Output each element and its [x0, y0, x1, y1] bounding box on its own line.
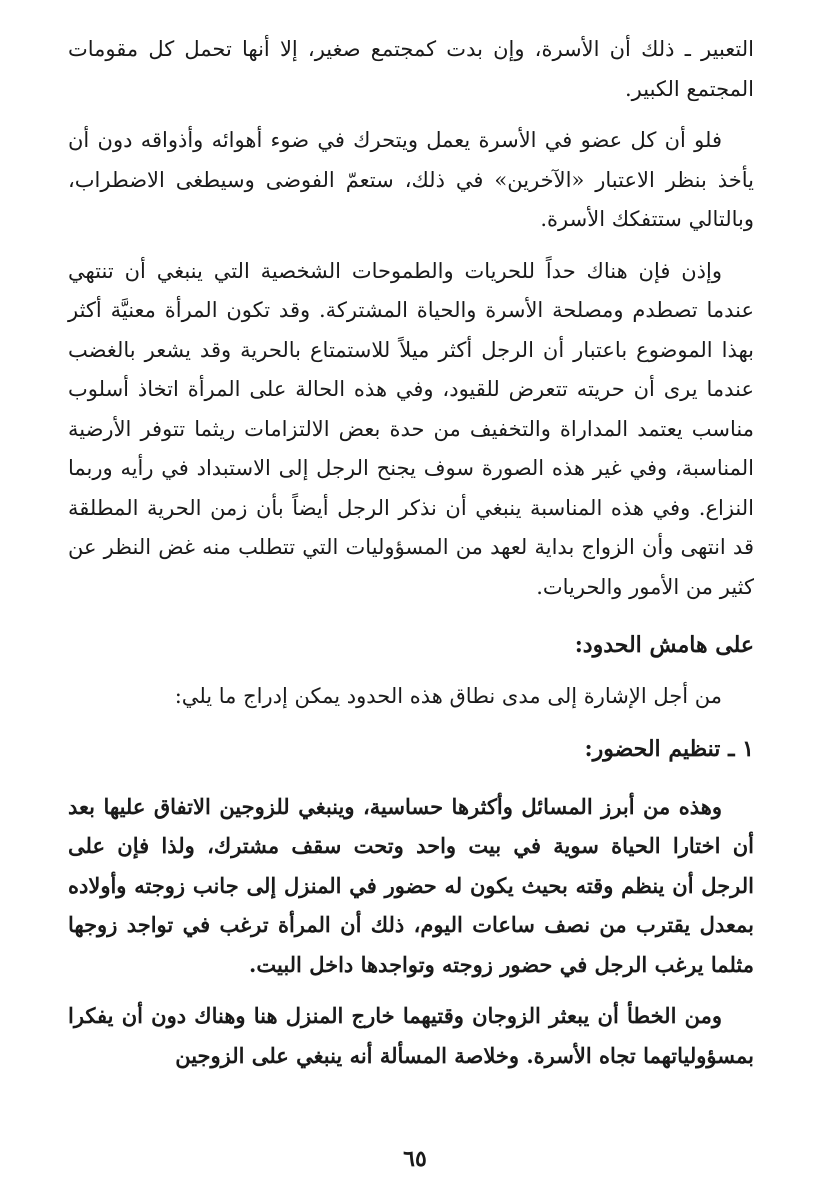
paragraph-scattered-time: ومن الخطأ أن يبعثر الزوجان وقتيهما خارج المنزل هنا وهناك دون أن يفكرا بمسؤولياتهما تجاه الأسرة. وخلاصة المسألة أنه ينبغي على الزوجين	[68, 1003, 754, 1068]
page-body	[68, 30, 754, 1075]
paragraph-family-society: التعبير ـ ذلك أن الأسرة، وإن بدت كمجتمع صغير، إلا أنها تحمل كل مقومات المجتمع الكبير.	[68, 37, 754, 101]
paragraph-limits-of-freedom: وإذن فإن هناك حداً للحريات والطموحات الشخصية التي ينبغي أن تنتهي عندما تصطدم ومصلحة الأسرة والحياة المشتركة. وقد تكون المرأة معنيَّة أكثر بهذا الموضوع باعتبار أن الرجل أكثر ميلاً للاستمتاع بالحرية وقد يشعر بالغضب عندما يرى أن حريته تتعرض للقيود، وفي هذه الحالة على المرأة اتخاذ أسلوب مناسب يعتمد المداراة والتخفيف من حدة بعض الالتزامات ريثما تتوفر الأرضية المناسبة، وفي غير هذه الصورة سوف يجنح الرجل إلى الاستبداد في رأيه وربما النزاع. وفي هذه المناسبة ينبغي أن نذكر الرجل أيضاً بأن زمن الحرية المطلقة قد انتهى وأن الزواج بداية لعهد من المسؤوليات التي تتطلب منه غض النظر عن كثير من الأمور والحريات.	[68, 258, 754, 599]
section-heading-margin-of-limits: على هامش الحدود:	[574, 632, 754, 658]
page-number: ٦٥	[403, 1146, 427, 1172]
paragraph-member-whims: فلو أن كل عضو في الأسرة يعمل ويتحرك في ضوء أهوائه وأذواقه دون أن يأخذ بنظر الاعتبار «الآخرين» في ذلك، ستعمّ الفوضى وسيطغى الاضطراب، وبالتالي ستتفكك الأسرة.	[68, 128, 754, 231]
intro-line: من أجل الإشارة إلى مدى نطاق هذه الحدود يمكن إدراج ما يلي:	[174, 684, 722, 708]
section-heading-organize-presence: ١ ـ تنظيم الحضور:	[584, 735, 754, 762]
paragraph-organize-presence: وهذه من أبرز المسائل وأكثرها حساسية، وينبغي للزوجين الاتفاق عليها بعد أن اختارا الحياة سوية في بيت واحد وتحت سقف مشترك، ولذا فإن على الرجل أن ينظم وقته بحيث يكون له حضور في المنزل إلى جانب زوجته وأولاده بمعدل يقترب من نصف ساعات اليوم، ذلك أن المرأة ترغب في تواجد زوجها مثلما يرغب الرجل في حضور زوجته وتواجدها داخل البيت.	[68, 793, 754, 977]
